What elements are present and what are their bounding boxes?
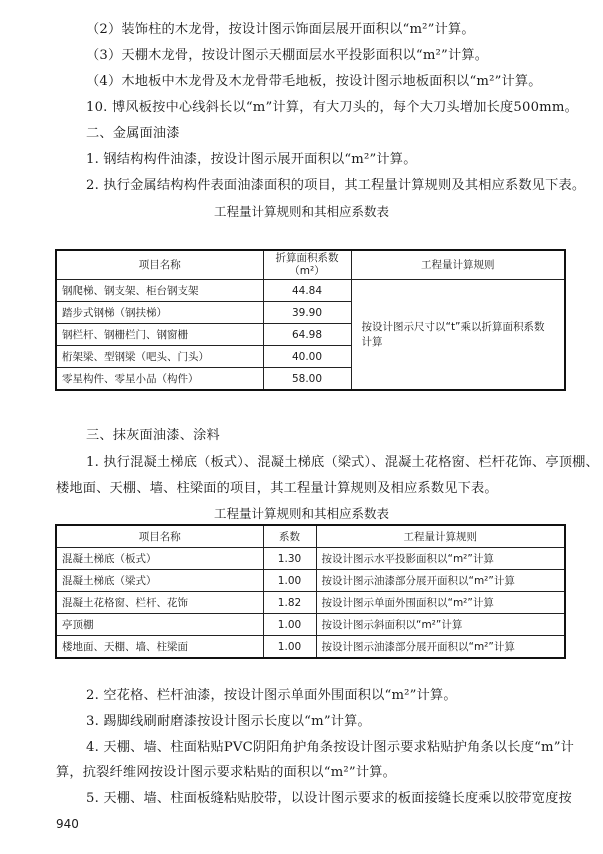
- section3-item-5: 5. 天棚、墙、柱面板缝粘贴胶带，以设计图示要求的板面接缝长度乘以胶带宽度按: [86, 791, 572, 806]
- table-header-row: [56, 250, 565, 280]
- cell-coefficient: 58.00: [263, 368, 351, 391]
- cell-coefficient: 1.00: [263, 570, 316, 592]
- cell-coefficient: 39.90: [263, 302, 351, 324]
- cell-coefficient: 1.30: [263, 548, 316, 570]
- cell-item-name: 楼地面、天棚、墙、柱梁面: [56, 636, 263, 659]
- cell-coefficient: 44.84: [263, 280, 351, 302]
- cell-item-name: 钢爬梯、钢支架、柜台钢支架: [56, 280, 263, 302]
- coefficient-table-metal: [55, 249, 566, 391]
- table1-caption: 工程量计算规则和其相应系数表: [213, 204, 389, 219]
- paragraph-item-4: （4）木地板中木龙骨及木龙骨带毛地板，按设计图示地板面积以“m²”计算。: [86, 74, 542, 89]
- cell-item-name: 钢栏杆、钢栅栏门、钢窗栅: [56, 324, 263, 346]
- cell-item-name: 桁架梁、型钢梁（吧头、门头）: [56, 346, 263, 368]
- page-number: 940: [56, 817, 79, 831]
- coefficient-table-plaster: [55, 524, 566, 659]
- paragraph-item-2: （2）装饰柱的木龙骨，按设计图示饰面层展开面积以“m²”计算。: [86, 22, 475, 37]
- paragraph-item-3: （3）天棚木龙骨，按设计图示天棚面层水平投影面积以“m²”计算。: [86, 48, 489, 63]
- cell-coefficient: 1.00: [263, 614, 316, 636]
- header-coefficient: 系数: [263, 525, 316, 548]
- header-calc-rule: 工程量计算规则: [351, 250, 565, 280]
- cell-calc-rule: 按设计图示斜面积以“m²”计算: [316, 614, 565, 636]
- cell-calc-rule: 按设计图示油漆部分展开面积以“m²”计算: [316, 636, 565, 659]
- section3-item-4-line2: 算，抗裂纤维网按设计图示要求粘贴的面积以“m²”计算。: [56, 765, 396, 780]
- section2-item-2: 2. 执行金属结构构件表面油漆面积的项目，其工程量计算规则及其相应系数见下表。: [86, 178, 586, 193]
- cell-coefficient: 1.82: [263, 592, 316, 614]
- table-row: [56, 548, 565, 570]
- cell-item-name: 零星构件、零星小品（构件）: [56, 368, 263, 391]
- cell-item-name: 混凝土花格窗、栏杆、花饰: [56, 592, 263, 614]
- table-row: [56, 636, 565, 659]
- cell-coefficient: 40.00: [263, 346, 351, 368]
- table-row: [56, 592, 565, 614]
- table2-caption: 工程量计算规则和其相应系数表: [213, 506, 389, 521]
- cell-coefficient: 1.00: [263, 636, 316, 659]
- header-item-name: 项目名称: [56, 250, 263, 280]
- cell-calc-rule: 按设计图示油漆部分展开面积以“m²”计算: [316, 570, 565, 592]
- cell-calc-rule: 按设计图示水平投影面积以“m²”计算: [316, 548, 565, 570]
- header-coefficient: 折算面积系数 （m²）: [263, 250, 351, 280]
- section2-item-1: 1. 钢结构构件油漆，按设计图示展开面积以“m²”计算。: [86, 152, 417, 167]
- paragraph-item-10: 10. 博风板按中心线斜长以“m”计算，有大刀头的，每个大刀头增加长度500mm。: [86, 100, 578, 115]
- cell-calc-rule: 按设计图示单面外围面积以“m²”计算: [316, 592, 565, 614]
- table-row: [56, 280, 565, 302]
- cell-item-name: 亭顶棚: [56, 614, 263, 636]
- section-heading-metal-paint: 二、金属面油漆: [86, 126, 180, 141]
- section3-item-3: 3. 踢脚线刷耐磨漆按设计图示长度以“m”计算。: [86, 714, 371, 729]
- section3-item-1-line1: 1. 执行混凝土梯底（板式）、混凝土梯底（梁式）、混凝土花格窗、栏杆花饰、亭顶棚、: [86, 455, 599, 470]
- table-row: [56, 614, 565, 636]
- cell-item-name: 混凝土梯底（板式）: [56, 548, 263, 570]
- section3-item-1-line2: 楼地面、天棚、墙、柱梁面的项目，其工程量计算规则及相应系数见下表。: [56, 481, 498, 496]
- cell-item-name: 踏步式钢梯（钢扶梯）: [56, 302, 263, 324]
- cell-coefficient: 64.98: [263, 324, 351, 346]
- section3-item-2: 2. 空花格、栏杆油漆，按设计图示单面外围面积以“m²”计算。: [86, 688, 457, 703]
- cell-item-name: 混凝土梯底（梁式）: [56, 570, 263, 592]
- section-heading-plaster-paint: 三、抹灰面油漆、涂料: [86, 428, 220, 443]
- section3-item-4-line1: 4. 天棚、墙、柱面粘贴PVC阴阳角护角条按设计图示要求粘贴护角条以长度“m”计: [86, 740, 575, 755]
- header-item-name: 项目名称: [56, 525, 263, 548]
- header-calc-rule: 工程量计算规则: [316, 525, 565, 548]
- table-header-row: [56, 525, 565, 548]
- table-row: [56, 570, 565, 592]
- cell-calc-rule: 按设计图示尺寸以“t”乘以折算面积系数计算: [351, 280, 565, 391]
